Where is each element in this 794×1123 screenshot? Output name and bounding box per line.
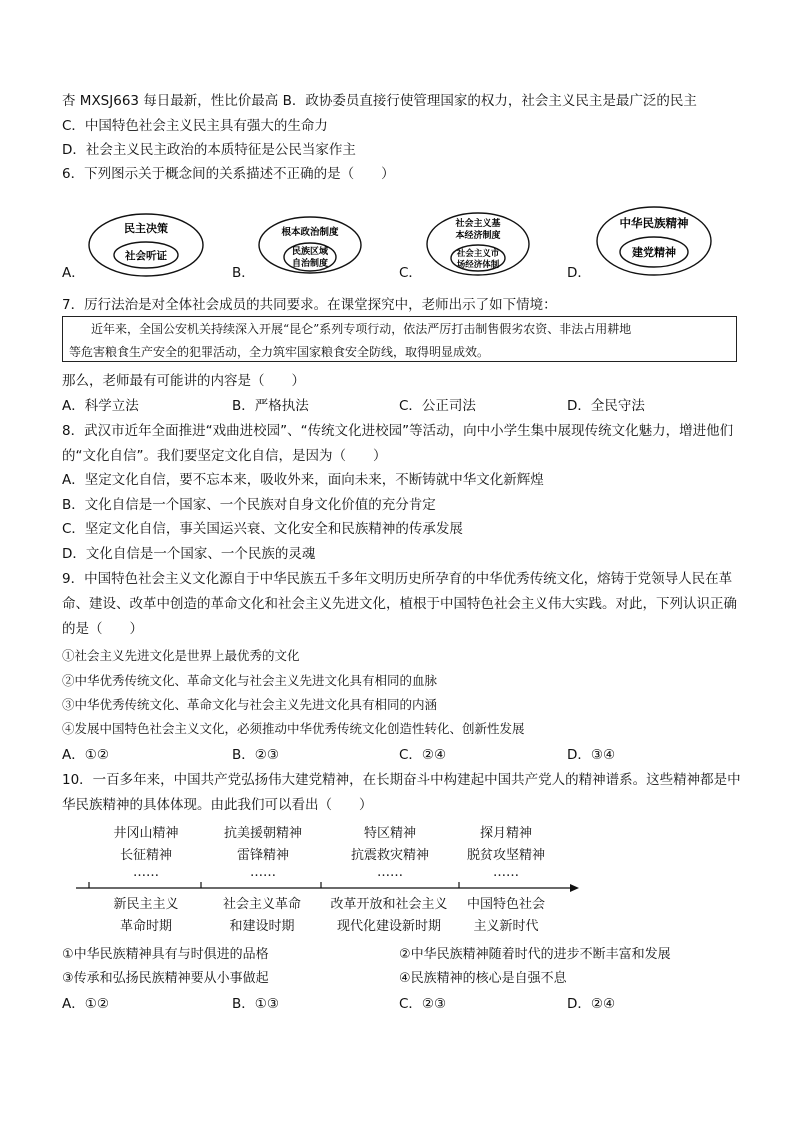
diagram-b-inner-label-2: 自治制度 <box>291 259 329 269</box>
timeline-spirit: 抗震救灾精神 <box>350 848 429 863</box>
diagram-c-inner-label-1: 社会主义市 <box>456 249 500 259</box>
q7-option-b: B．严格执法 <box>232 398 309 414</box>
diagram-b-outer-label: 根本政治制度 <box>281 227 339 238</box>
timeline-period-label: 现代化建设新时期 <box>336 919 441 934</box>
timeline-ellipsis: …… <box>493 865 519 880</box>
q8-stem: 8．武汉市近年全面推进“戏曲进校园”、“传统文化进校园”等活动，向中小学生集中展现传统文化魅力，增进他们的“文化自信”。我们要坚定文化自信，是因为（ ） <box>62 423 734 464</box>
timeline-period-4-spirits <box>456 823 556 879</box>
q9-statement-1: ①社会主义先进文化是世界上最优秀的文化 <box>62 648 300 663</box>
diagram-c-outer-label-2: 本经济制度 <box>455 231 501 241</box>
timeline-period-2-spirits <box>208 823 318 879</box>
q6-option-a: A． <box>62 265 85 281</box>
timeline-period-1-name <box>96 894 196 938</box>
q10-option-d: D．②④ <box>567 996 616 1012</box>
q7-option-a: A．科学立法 <box>62 398 139 414</box>
diagram-c-inner-label-2: 场经济体制 <box>456 260 500 270</box>
timeline-period-2-name <box>206 894 318 938</box>
timeline-ellipsis: …… <box>377 865 403 880</box>
q10-stem: 10．一百多年来，中国共产党弘扬伟大建党精神，在长期奋斗中构建起中国共产党人的精神谱系。这些精神都是中华民族精神的具体体现。由此我们可以看出（ ） <box>62 772 741 813</box>
timeline-period-label: 主义新时代 <box>473 919 539 934</box>
timeline-period-label: 革命时期 <box>119 919 172 934</box>
q7-box-line-1: 近年来，全国公安机关持续深入开展“昆仑”系列专项行动，依法严厉打击制售假劣农资、非法占用耕地 <box>91 322 632 336</box>
timeline-spirit: 探月精神 <box>479 826 532 841</box>
timeline-spirit: 脱贫攻坚精神 <box>466 848 545 863</box>
timeline-period-label: 新民主主义 <box>113 897 179 912</box>
q10-option-a: A．①② <box>62 996 109 1012</box>
q10-statement-3: ③传承和弘扬民族精神要从小事做起 <box>62 971 269 986</box>
q7-box-line-2: 等危害粮食生产安全的犯罪活动，全力筑牢国家粮食安全防线，取得明显成效。 <box>69 345 490 359</box>
q9-statement-2: ②中华优秀传统文化、革命文化与社会主义先进文化具有相同的血脉 <box>62 673 438 688</box>
q9-option-b: B．②③ <box>232 747 279 763</box>
q7-stem: 7．厉行法治是对全体社会成员的共同要求。在课堂探究中，老师出示了如下情境： <box>62 297 557 313</box>
q6-option-b: B． <box>232 265 255 281</box>
q9-statement-4: ④发展中国特色社会主义文化，必须推动中华优秀传统文化创造性转化、创新性发展 <box>62 721 525 736</box>
timeline-spirit: 井冈山精神 <box>113 826 179 841</box>
q9-option-d: D．③④ <box>567 747 616 763</box>
diagram-d-inner-label: 建党精神 <box>632 246 676 259</box>
q10-statement-1: ①中华民族精神具有与时俱进的品格 <box>62 947 269 962</box>
q7-option-c: C．公正司法 <box>399 398 476 414</box>
diagram-a-outer-label: 民主决策 <box>124 222 168 235</box>
q6-diagram-c <box>424 210 532 278</box>
q10-option-c: C．②③ <box>399 996 447 1012</box>
option-c-line: C．中国特色社会主义民主具有强大的生命力 <box>62 118 328 134</box>
timeline-period-1-spirits <box>98 823 194 879</box>
timeline-period-label: 社会主义革命 <box>222 897 301 912</box>
option-b-line: 杏 MXSJ663 每日最新，性比价最高 B．政协委员直接行使管理国家的权力，社会主义民主是最广泛的民主 <box>62 93 697 109</box>
q10-option-b: B．①③ <box>232 996 279 1012</box>
q10-statement-2: ②中华民族精神随着时代的进步不断丰富和发展 <box>399 947 671 962</box>
q9-statement-3: ③中华优秀传统文化、革命文化与社会主义先进文化具有相同的内涵 <box>62 697 438 712</box>
timeline-period-label: 和建设时期 <box>229 919 295 934</box>
timeline-ellipsis: …… <box>133 865 159 880</box>
diagram-b-inner-label-1: 民族区域 <box>291 247 329 257</box>
q6-option-c: C． <box>399 265 422 281</box>
q6-option-d: D． <box>567 265 591 281</box>
timeline-period-label: 改革开放和社会主义 <box>330 897 448 912</box>
q6-diagram-d <box>594 204 714 278</box>
q7-question: 那么，老师最有可能讲的内容是（ ） <box>62 373 305 389</box>
diagram-d-outer-label: 中华民族精神 <box>619 216 689 230</box>
q6-diagram-a <box>86 210 206 280</box>
diagram-c-outer-label-1: 社会主义基 <box>455 219 501 229</box>
timeline-spirit: 特区精神 <box>363 826 416 841</box>
timeline-spirit: 长征精神 <box>119 848 172 863</box>
timeline-period-label: 中国特色社会 <box>466 897 545 912</box>
timeline-spirit: 抗美援朝精神 <box>223 826 302 841</box>
q9-option-c: C．②④ <box>399 747 447 763</box>
q8-option-d: D．文化自信是一个国家、一个民族的灵魂 <box>62 546 316 562</box>
timeline-period-4-name <box>456 894 556 938</box>
timeline-period-3-spirits <box>334 823 446 879</box>
q9-option-a: A．①② <box>62 747 109 763</box>
q8-option-b: B．文化自信是一个国家、一个民族对自身文化价值的充分肯定 <box>62 497 436 513</box>
q7-option-d: D．全民守法 <box>567 398 645 414</box>
q10-statement-4: ④民族精神的核心是自强不息 <box>399 971 567 986</box>
q8-option-a: A．坚定文化自信，要不忘本来，吸收外来，面向未来，不断铸就中华文化新辉煌 <box>62 472 544 488</box>
diagram-a-inner-label: 社会听证 <box>125 250 167 262</box>
q9-stem: 9．中国特色社会主义文化源自于中华民族五千多年文明历史所孕育的中华优秀传统文化，熔铸于党领导人民在革命、建设、改革中创造的革命文化和社会主义先进文化，植根于中国特色社会主义伟大实践。对此，下列认识正确的是（ ） <box>62 571 737 637</box>
q7-context-box <box>62 316 737 362</box>
q6-diagram-b <box>256 214 364 276</box>
q6-stem: 6．下列图示关于概念间的关系描述不正确的是（ ） <box>62 166 395 182</box>
timeline-spirit: 雷锋精神 <box>236 848 289 863</box>
timeline-period-3-name <box>322 894 456 938</box>
option-d-line: D．社会主义民主政治的本质特征是公民当家作主 <box>62 142 356 158</box>
q8-option-c: C．坚定文化自信，事关国运兴衰、文化安全和民族精神的传承发展 <box>62 521 463 537</box>
timeline-ellipsis: …… <box>250 865 276 880</box>
